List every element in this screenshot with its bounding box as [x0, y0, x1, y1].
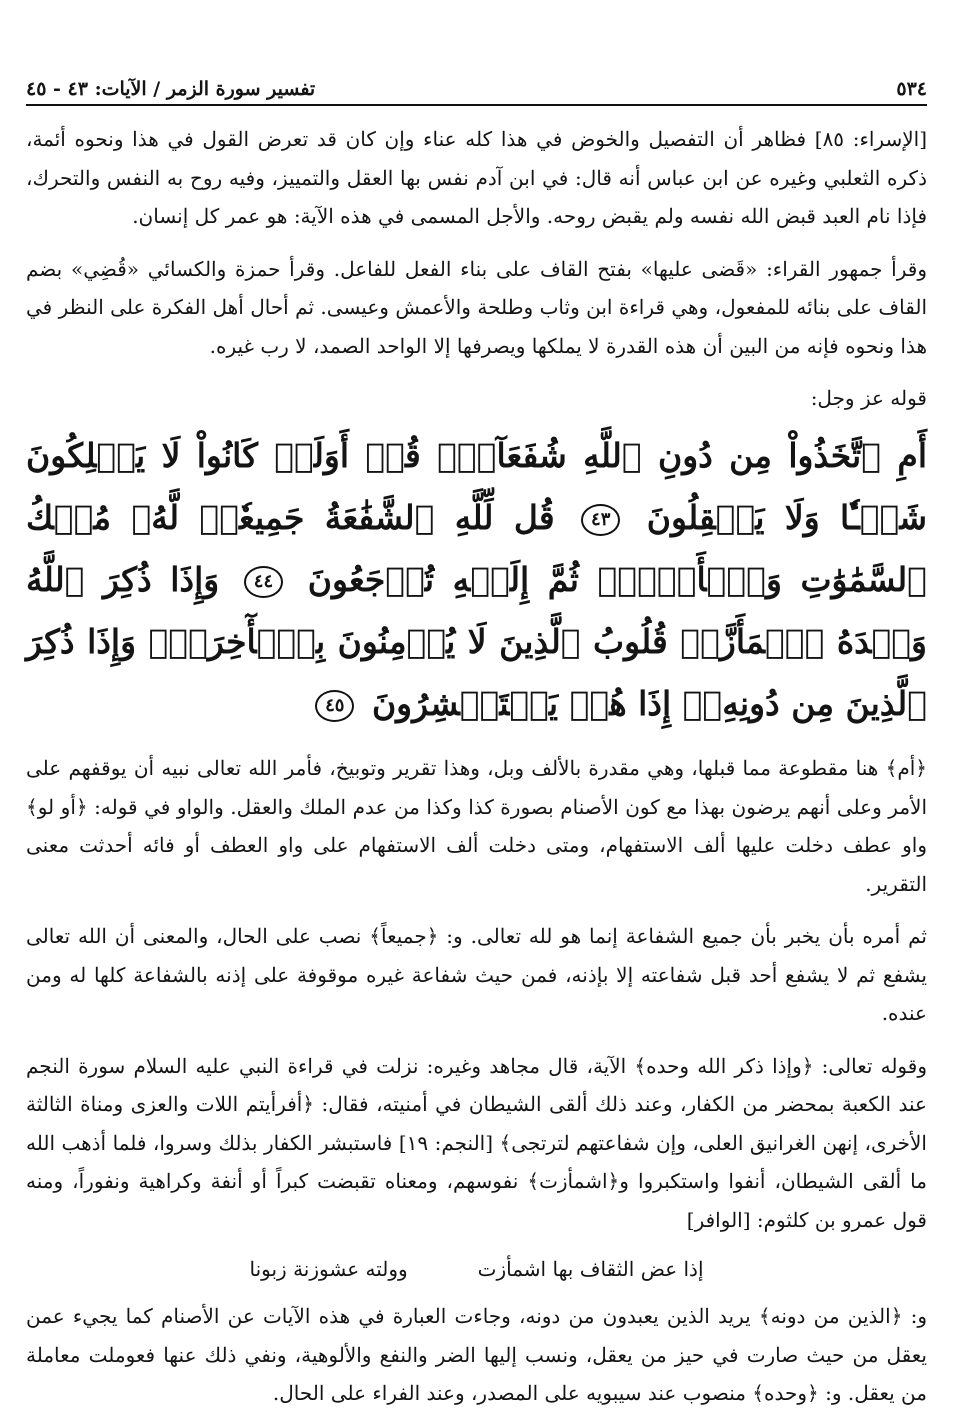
running-title: تفسير سورة الزمر / الآيات: ٤٣ - ٤٥ [26, 78, 316, 100]
ayah-marker-45: ٤٥ [315, 690, 354, 722]
verse-43: أَمِ ٱتَّخَذُواْ مِن دُونِ ٱللَّهِ شُفَعَآءَۚ قُلۡ أَوَلَوۡ كَانُواْ لَا يَمۡلِكُونَ شَيۡـٔٗا وَلَا يَعۡقِلُونَ [26, 436, 927, 537]
paragraph-1: [الإسراء: ٨٥] فظاهر أن التفصيل والخوض في هذا كله عناء وإن كان قد تعرض القول في هذا ونحوه أئمة، ذكره الثعلبي وغيره عن ابن عباس أنه قال: في ابن آدم نفس بها العقل والتمييز، وفيه روح به النفس والتحرك، فإذا نام العبد قبض الله نفسه ولم يقبض روحه. والأجل المسمى في هذه الآية: هو عمر كل إنسان. [26, 127, 927, 228]
ayah-marker-43: ٤٣ [581, 504, 620, 536]
header-rule [26, 104, 927, 106]
verse-intro: قوله عز وجل: [810, 386, 927, 410]
page-number: ٥٣٤ [896, 78, 927, 100]
poem-verse [26, 1249, 927, 1289]
page-header [26, 70, 927, 100]
poem-hemistich-2: وولته عشوزنة زبونا [249, 1257, 408, 1281]
paragraph-3: ﴿أم﴾ هنا مقطوعة مما قبلها، وهي مقدرة بالألف وبل، وهذا تقرير وتوبيخ، فأمر الله تعالى نبيه أن يوقفهم على الأمر وعلى أنهم يرضون بهذا مع كون الأصنام بصورة كذا وكذا من عدم الملك والعقل. والواو في قوله: ﴿أو لو﴾ واو عطف دخلت عليها ألف الاستفهام، ومتى دخلت ألف الاستفهام على واو العطف أو فائه أحدثت معنى التقرير. [26, 756, 927, 896]
paragraph-6: و: ﴿الذين من دونه﴾ يريد الذين يعبدون من دونه، وجاءت العبارة في هذه الآيات عن الأصنام كما يجيء عمن يعقل من حيث صارت في حيز من يعقل، ونسب إليها الضر والنفع والألوهية، ونفي ذلك عنها فعوملت معاملة من يعقل. و: ﴿وحده﴾ منصوب عند سيبويه على المصدر، وعند الفراء على الحال. [26, 1304, 928, 1405]
quran-verses [26, 425, 927, 735]
poem-hemistich-1: إذا عض الثقاف بها اشمأزت [477, 1257, 704, 1281]
verse-45: وَإِذَا ذُكِرَ ٱللَّهُ وَحۡدَهُ ٱشۡمَأَزَّتۡ قُلُوبُ ٱلَّذِينَ لَا يُؤۡمِنُونَ بِٱلۡأٓخِرَةِۖ وَإِذَا ذُكِرَ ٱلَّذِينَ مِن دُونِهِۦٓ إِذَا هُمۡ يَسۡتَبۡشِرُونَ [26, 560, 927, 723]
verse-44: قُل لِّلَّهِ ٱلشَّفَٰعَةُ جَمِيعٗاۖ لَّهُۥ مُلۡكُ ٱلسَّمَٰوَٰتِ وَٱلۡأَرۡضِۖ ثُمَّ إِلَيۡهِ تُرۡجَعُونَ [26, 498, 927, 599]
paragraph-4: ثم أمره بأن يخبر بأن جميع الشفاعة إنما هو لله تعالى. و: ﴿جميعاً﴾ نصب على الحال، والمعنى أن الله تعالى يشفع ثم لا يشفع أحد قبل شفاعته إلا بإذنه، فمن حيث شفاعة غيره موقوفة على إذنه بالشفاعة كلها له ومن عنده. [26, 924, 927, 1025]
paragraph-5: وقوله تعالى: ﴿وإذا ذكر الله وحده﴾ الآية، قال مجاهد وغيره: نزلت في قراءة النبي عليه السلام سورة النجم عند الكعبة بمحضر من الكفار، وعند ذلك ألقى الشيطان في أمنيته، فقال: ﴿أفرأيتم اللات والعزى ومناة الثالثة الأخرى، إنهن الغرانيق العلى، وإن شفاعتهم لترتجى﴾ [النجم: ١٩] فاستبشر الكفار بذلك وسروا، فلما أذهب الله ما ألقى الشيطان، أنفوا واستكبروا و﴿اشمأزت﴾ نفوسهم، ومعناه تقبضت كبراً أو أنفة وكراهية ونفوراً، ومنه قول عمرو بن كلثوم: [الوافر] [26, 1053, 927, 1232]
ayah-marker-44: ٤٤ [244, 566, 283, 598]
paragraph-2: وقرأ جمهور القراء: «قَضى عليها» بفتح القاف على بناء الفعل للفاعل. وقرأ حمزة والكسائي «قُضِي» بضم القاف على بنائه للمفعول، وهي قراءة ابن وثاب وطلحة والأعمش وعيسى. ثم أحال أهل الفكرة على النظر في هذا ونحوه فإنه من البين أن هذه القدرة لا يملكها ويصرفها إلا الواحد الصمد، لا رب غيره. [26, 256, 927, 358]
